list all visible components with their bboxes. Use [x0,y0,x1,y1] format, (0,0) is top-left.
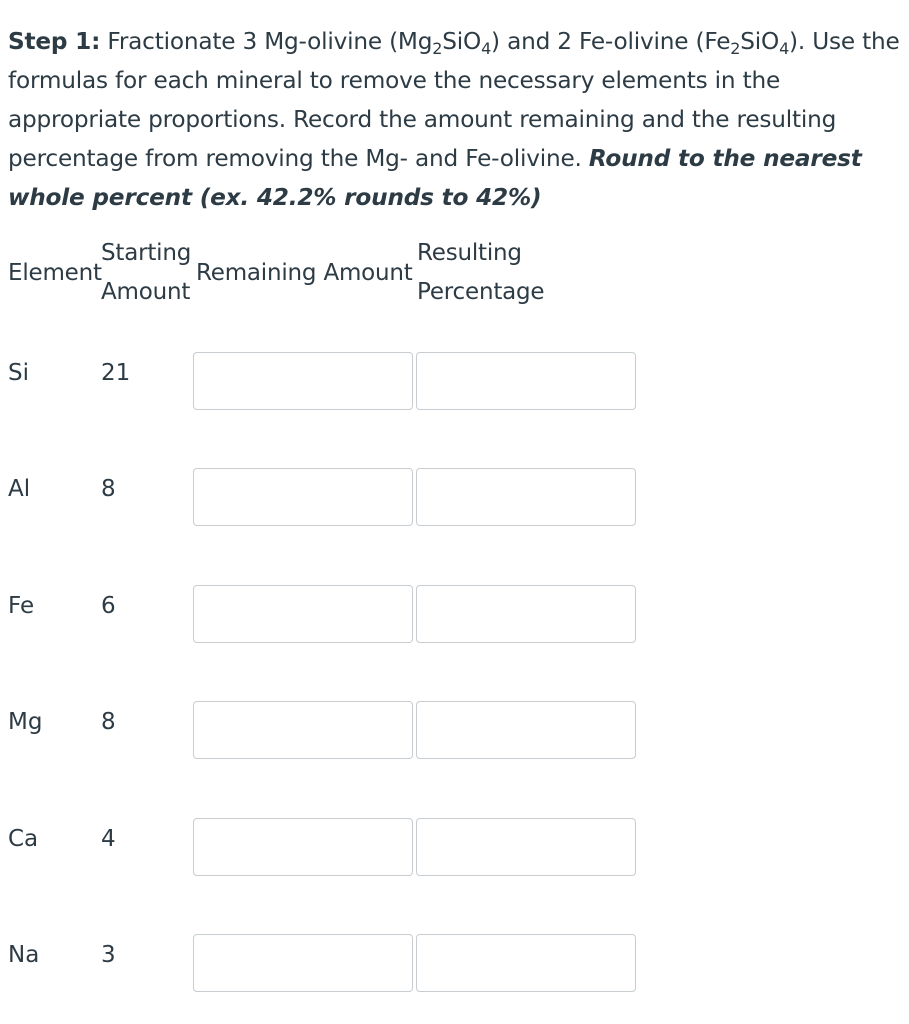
header-resulting-line2: Percentage [417,279,545,305]
subscript: 4 [779,39,790,58]
instructions-paragraph [8,22,903,217]
resulting-percentage-input[interactable] [416,701,636,759]
table-row [0,585,909,647]
starting-amount: 6 [101,593,116,619]
header-element: Element [8,260,102,286]
subscript: 4 [481,39,492,58]
starting-amount: 3 [101,942,116,968]
starting-amount: 21 [101,360,131,386]
instructions-text: SiO [740,28,780,55]
resulting-percentage-input[interactable] [416,585,636,643]
remaining-amount-input[interactable] [193,701,413,759]
table-row [0,934,909,996]
instructions-text: Fractionate 3 Mg-olivine (Mg [100,28,433,55]
element-name: Mg [8,709,43,735]
element-name: Al [8,476,31,502]
header-starting-line2: Amount [101,279,191,305]
starting-amount: 4 [101,826,116,852]
element-name: Ca [8,826,39,852]
header-resulting-line1: Resulting [417,240,522,266]
resulting-percentage-input[interactable] [416,934,636,992]
header-starting-line1: Starting [101,240,192,266]
header-starting-amount [101,234,191,312]
instructions-text: ). Use the formulas for each mineral to remove the necessary elements in the appropriate proportions. Record the amount remaining and the resulting percentage from removing the Mg- and Fe-olivine. [8,28,900,172]
table-row [0,468,909,530]
element-name: Si [8,360,29,386]
subscript: 2 [730,39,741,58]
header-resulting-percentage [417,234,544,312]
starting-amount: 8 [101,709,116,735]
table-row [0,818,909,880]
rounding-note: Round to the nearest whole percent (ex. 42.2% rounds to 42%) [8,145,862,211]
remaining-amount-input[interactable] [193,818,413,876]
element-name: Na [8,942,40,968]
element-name: Fe [8,593,35,619]
step-label: Step 1: [8,28,101,55]
remaining-amount-input[interactable] [193,934,413,992]
remaining-amount-input[interactable] [193,468,413,526]
remaining-amount-input[interactable] [193,352,413,410]
remaining-amount-input[interactable] [193,585,413,643]
instructions-text: SiO [442,28,482,55]
header-remaining-amount: Remaining Amount [196,260,413,286]
instructions-text: ) and 2 Fe-olivine (Fe [491,28,731,55]
resulting-percentage-input[interactable] [416,352,636,410]
table-row [0,352,909,414]
starting-amount: 8 [101,476,116,502]
resulting-percentage-input[interactable] [416,468,636,526]
table-row [0,701,909,763]
subscript: 2 [432,39,443,58]
resulting-percentage-input[interactable] [416,818,636,876]
